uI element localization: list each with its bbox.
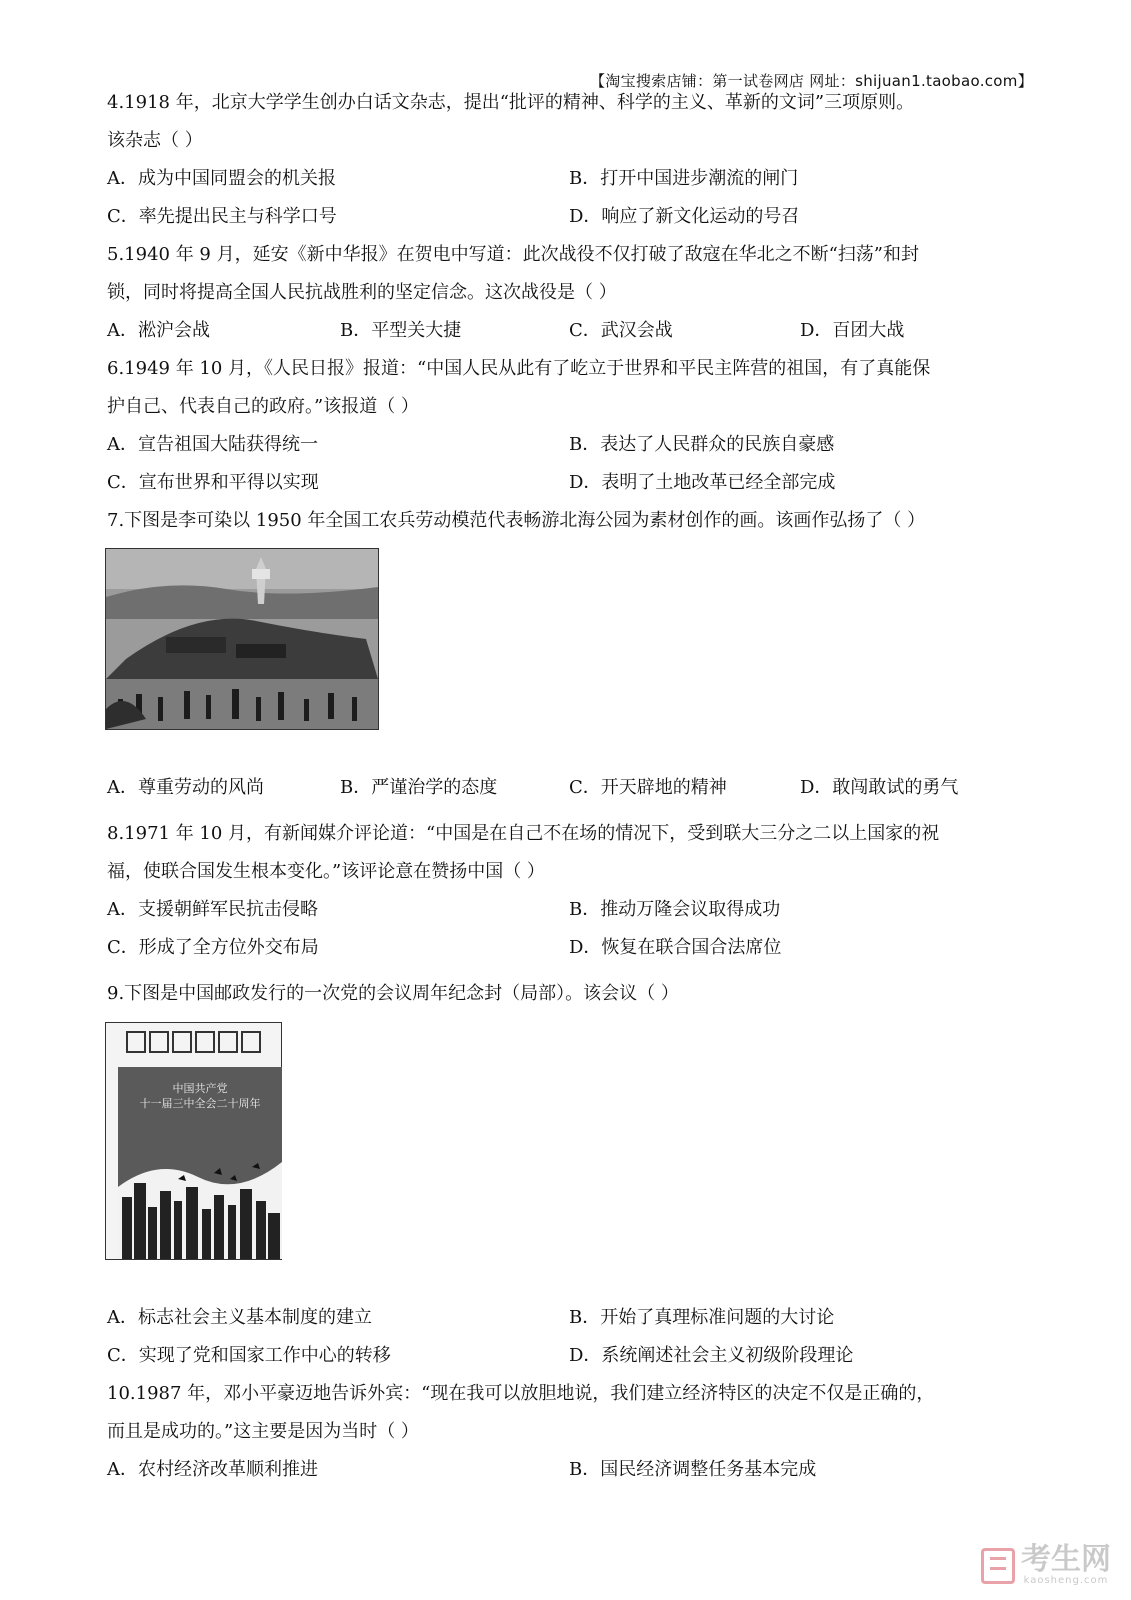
q4-stem-line1: 4.1918 年，北京大学学生创办白话文杂志，提出“批评的精神、科学的主义、革新的文词”三项原则。 <box>107 92 915 113</box>
cover-title-line2: 十一届三中全会二十周年 <box>139 1097 261 1110</box>
q9-option-b: B．开始了真理标准问题的大讨论 <box>569 1307 835 1328</box>
q7-stem-line1: 7.下图是李可染以 1950 年全国工农兵劳动模范代表畅游北海公园为素材创作的画。该画作弘扬了（ ） <box>107 510 926 531</box>
header-store-info: 【淘宝搜索店铺：第一试卷网店 网址：shijuan1.taobao.com】 <box>589 72 1033 90</box>
q6-option-b: B．表达了人民群众的民族自豪感 <box>569 434 835 455</box>
postcode-boxes <box>126 1031 261 1053</box>
q9-option-d: D．系统阐述社会主义初级阶段理论 <box>569 1345 854 1366</box>
q5-stem-line2: 锁，同时将提高全国人民抗战胜利的坚定信念。这次战役是（ ） <box>107 282 617 303</box>
q8-option-b: B．推动万隆会议取得成功 <box>569 899 781 920</box>
q5-option-c: C．武汉会战 <box>569 320 673 341</box>
watermark-big-text: 考生网 <box>1021 1542 1111 1577</box>
q10-option-b: B．国民经济调整任务基本完成 <box>569 1459 817 1480</box>
q5-option-b: B．平型关大捷 <box>340 320 462 341</box>
q9-stem-line1: 9.下图是中国邮政发行的一次党的会议周年纪念封（局部）。该会议（ ） <box>107 983 679 1004</box>
q5-stem-line1: 5.1940 年 9 月，延安《新中华报》在贺电中写道：此次战役不仅打破了敌寇在华北之不断“扫荡”和封 <box>107 244 919 265</box>
q5-option-a: A．淞沪会战 <box>107 320 210 341</box>
q5-option-d: D．百团大战 <box>800 320 905 341</box>
q7-option-d: D．敢闯敢试的勇气 <box>800 777 959 798</box>
beihai-park-painting-image <box>105 548 379 730</box>
q7-option-a: A．尊重劳动的风尚 <box>107 777 264 798</box>
q6-option-d: D．表明了土地改革已经全部完成 <box>569 472 836 493</box>
q8-option-c: C．形成了全方位外交布局 <box>107 937 319 958</box>
kaosheng-logo-icon <box>981 1548 1015 1584</box>
q8-stem-line1: 8.1971 年 10 月，有新闻媒介评论道：“中国是在自己不在场的情况下，受到联大三分之二以上国家的祝 <box>107 823 940 844</box>
q7-option-c: C．开天辟地的精神 <box>569 777 727 798</box>
q4-option-a: A．成为中国同盟会的机关报 <box>107 168 336 189</box>
cover-artwork <box>118 1067 282 1259</box>
city-skyline-illustration <box>118 1067 282 1259</box>
q6-option-c: C．宣布世界和平得以实现 <box>107 472 319 493</box>
q8-option-a: A．支援朝鲜军民抗击侵略 <box>107 899 318 920</box>
q7-option-b: B．严谨治学的态度 <box>340 777 498 798</box>
q6-stem-line1: 6.1949 年 10 月，《人民日报》报道：“中国人民从此有了屹立于世界和平民主阵营的祖国，有了真能保 <box>107 358 931 379</box>
q10-option-a: A．农村经济改革顺利推进 <box>107 1459 318 1480</box>
q4-option-b: B．打开中国进步潮流的闸门 <box>569 168 799 189</box>
watermark-url: kaosheng.com <box>1023 1575 1109 1586</box>
q4-stem-line2: 该杂志（ ） <box>107 130 203 151</box>
q9-option-a: A．标志社会主义基本制度的建立 <box>107 1307 372 1328</box>
q8-stem-line2: 福，使联合国发生根本变化。”该评论意在赞扬中国（ ） <box>107 861 545 882</box>
q6-stem-line2: 护自己、代表自己的政府。”该报道（ ） <box>107 396 419 417</box>
cover-title-line1: 中国共产党 <box>172 1082 228 1095</box>
q6-option-a: A．宣告祖国大陆获得统一 <box>107 434 318 455</box>
q4-option-c: C．率先提出民主与科学口号 <box>107 206 337 227</box>
q4-option-d: D．响应了新文化运动的号召 <box>569 206 800 227</box>
commemorative-cover-image <box>105 1022 282 1260</box>
q8-option-d: D．恢复在联合国合法席位 <box>569 937 782 958</box>
q10-stem-line1: 10.1987 年，邓小平豪迈地告诉外宾：“现在我可以放胆地说，我们建立经济特区的决定不仅是正确的， <box>107 1383 935 1404</box>
painting-illustration <box>106 549 378 729</box>
kaosheng-watermark <box>981 1542 1111 1586</box>
q9-option-c: C．实现了党和国家工作中心的转移 <box>107 1345 391 1366</box>
q10-stem-line2: 而且是成功的。”这主要是因为当时（ ） <box>107 1421 419 1442</box>
